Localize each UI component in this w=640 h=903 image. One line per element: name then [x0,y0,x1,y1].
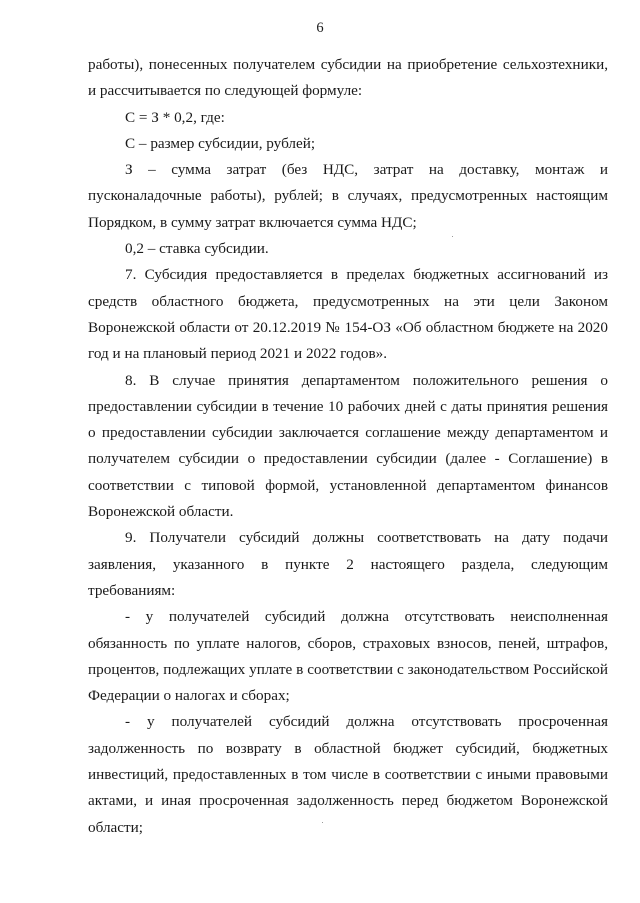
formula-line: С = З * 0,2, где: [125,108,225,126]
paragraph-continuation: работы), понесенных получателем субсидии на приобретение сельхозтехники, и рассчитывается по следующей формуле: [88,56,608,100]
document-body [88,52,608,841]
requirement-tax-obligation: - у получателей субсидий должна отсутствовать неисполненная обязанность по уплате налогов, сборов, страховых взносов, пеней, штрафов, процентов, подлежащих уплате в соответствии с законодательством Российской Федерации о налогах и сборах; [88,608,608,705]
requirement-budget-debt: - у получателей субсидий должна отсутствовать просроченная задолженность по возврату в областной бюджет субсидий, бюджетных инвестиций, предоставленных в том числе в соответствии с иными правовыми актами, и иная просроченная задолженность перед бюджетом Воронежской области; [88,713,608,836]
page-number: 6 [316,20,324,36]
clause-9: 9. Получатели субсидий должны соответствовать на дату подачи заявления, указанного в пункте 2 настоящего раздела, следующим требованиям: [88,529,608,599]
clause-7: 7. Субсидия предоставляется в пределах бюджетных ассигнований из средств областного бюджета, предусмотренных на эти цели Законом Воронежской области от 20.12.2019 № 154-ОЗ «Об областном бюджете на 2020 год и на плановый период 2021 и 2022 годов». [88,266,608,363]
scan-speck [322,822,323,823]
formula-definition-z: З – сумма затрат (без НДС, затрат на доставку, монтаж и пусконаладочные работы), рублей; в случаях, предусмотренных настоящим Порядком, в сумму затрат включается сумма НДС; [88,161,608,231]
formula-definition-rate: 0,2 – ставка субсидии. [125,240,269,258]
scan-speck [452,236,453,237]
clause-8: 8. В случае принятия департаментом положительного решения о предоставлении субсидии в течение 10 рабочих дней с даты принятия решения о предоставлении субсидии заключается соглашение между департаментом и получателем субсидии о предоставлении субсидии (далее - Соглашение) в соответствии с типовой формой, установленной департаментом финансов Воронежской области. [88,371,608,521]
formula-definition-c: С – размер субсидии, рублей; [125,134,316,152]
